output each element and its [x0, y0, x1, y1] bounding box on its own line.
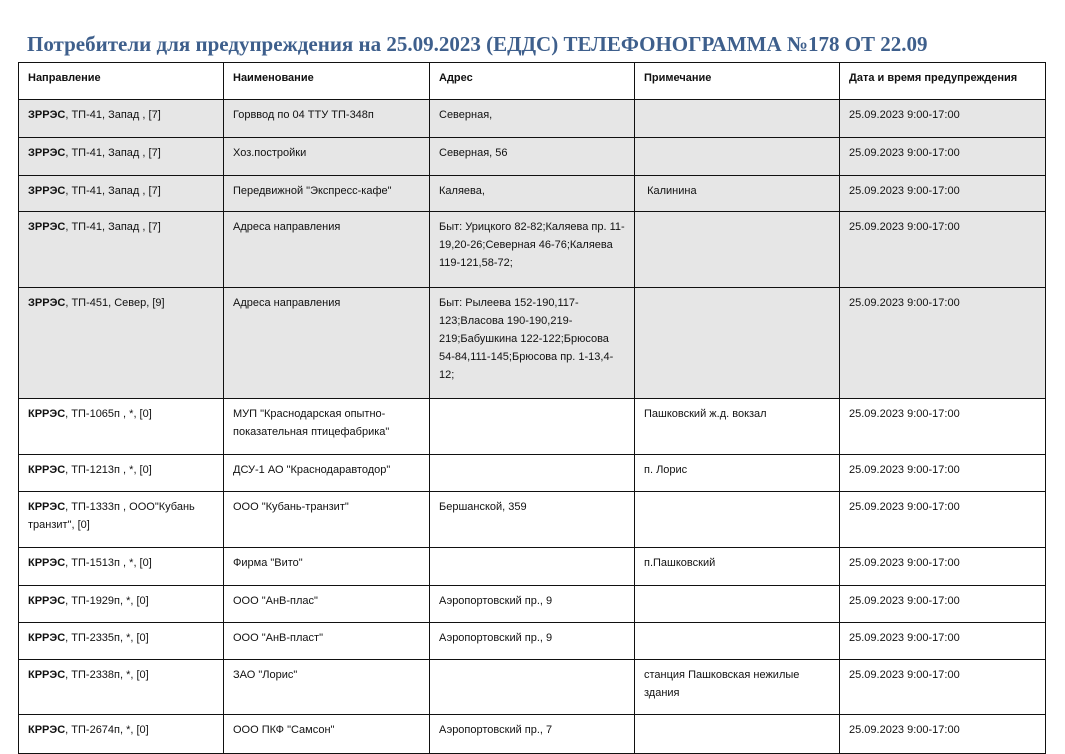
cell-address: Бершанской, 359: [430, 492, 635, 548]
cell-name: ЗАО "Лорис": [224, 660, 430, 715]
cell-dir: , ТП-1333п , ООО"Кубань транзит", [0]: [28, 501, 195, 531]
cell-address: Северная,: [430, 100, 635, 138]
header-address: Адрес: [430, 63, 635, 100]
cell-datetime: 25.09.2023 9:00-17:00: [840, 623, 1046, 660]
cell-address: [430, 660, 635, 715]
cell-direction: [19, 586, 224, 623]
cell-direction: [19, 492, 224, 548]
cell-datetime: 25.09.2023 9:00-17:00: [840, 586, 1046, 623]
consumers-table: [18, 62, 1046, 754]
cell-note: [635, 288, 840, 399]
table-row: [19, 586, 1046, 623]
cell-name: Хоз.постройки: [224, 138, 430, 176]
cell-dir: , ТП-41, Запад , [7]: [65, 147, 161, 159]
cell-address: [430, 399, 635, 455]
table-row: [19, 288, 1046, 399]
cell-direction: [19, 288, 224, 399]
cell-dir: , ТП-1513п , *, [0]: [65, 557, 152, 569]
cell-dir: , ТП-451, Север, [9]: [65, 297, 165, 309]
cell-datetime: 25.09.2023 9:00-17:00: [840, 455, 1046, 492]
header-name: Наименование: [224, 63, 430, 100]
cell-dir: , ТП-2335п, *, [0]: [65, 632, 149, 644]
cell-note: [635, 586, 840, 623]
header-datetime: Дата и время предупреждения: [840, 63, 1046, 100]
cell-org: ЗРРЭС: [28, 221, 66, 233]
cell-datetime: 25.09.2023 9:00-17:00: [840, 548, 1046, 586]
cell-note: [635, 715, 840, 754]
cell-address: Аэропортовский пр., 9: [430, 623, 635, 660]
cell-address: [430, 455, 635, 492]
cell-name: Адреса направления: [224, 288, 430, 399]
cell-name: ООО "Кубань-транзит": [224, 492, 430, 548]
cell-org: КРРЭС: [28, 408, 66, 420]
table-header: [19, 63, 1046, 100]
cell-name: МУП "Краснодарская опытно-показательная птицефабрика": [224, 399, 430, 455]
cell-direction: [19, 212, 224, 288]
cell-note: п. Лорис: [635, 455, 840, 492]
cell-name: Фирма "Вито": [224, 548, 430, 586]
cell-org: ЗРРЭС: [28, 297, 66, 309]
cell-address: [430, 548, 635, 586]
table-row: [19, 548, 1046, 586]
cell-name: ООО "АнВ-пласт": [224, 623, 430, 660]
cell-org: ЗРРЭС: [28, 185, 66, 197]
table-row: [19, 176, 1046, 212]
cell-org: КРРЭС: [28, 557, 66, 569]
cell-address: Быт: Рылеева 152-190,117-123;Власова 190-190,219-219;Бабушкина 122-122;Брюсова 54-84,111-145;Брюсова пр. 1-13,4-12;: [430, 288, 635, 399]
cell-datetime: 25.09.2023 9:00-17:00: [840, 715, 1046, 754]
cell-name: ООО ПКФ "Самсон": [224, 715, 430, 754]
table-row: [19, 660, 1046, 715]
cell-datetime: 25.09.2023 9:00-17:00: [840, 138, 1046, 176]
cell-direction: [19, 100, 224, 138]
cell-dir: , ТП-1213п , *, [0]: [65, 464, 152, 476]
cell-datetime: 25.09.2023 9:00-17:00: [840, 288, 1046, 399]
cell-note: п.Пашковский: [635, 548, 840, 586]
cell-dir: , ТП-41, Запад , [7]: [65, 221, 161, 233]
cell-name: Передвижной "Экспресс-кафе": [224, 176, 430, 212]
cell-note: станция Пашковская нежилые здания: [635, 660, 840, 715]
cell-direction: [19, 455, 224, 492]
cell-direction: [19, 138, 224, 176]
table-row: [19, 715, 1046, 754]
header-direction: Направление: [19, 63, 224, 100]
cell-datetime: 25.09.2023 9:00-17:00: [840, 212, 1046, 288]
cell-address: Аэропортовский пр., 7: [430, 715, 635, 754]
cell-address: Быт: Урицкого 82-82;Каляева пр. 11-19,20-26;Северная 46-76;Каляева 119-121,58-72;: [430, 212, 635, 288]
cell-address: Аэропортовский пр., 9: [430, 586, 635, 623]
cell-datetime: 25.09.2023 9:00-17:00: [840, 492, 1046, 548]
table-row: [19, 212, 1046, 288]
cell-address: Каляева,: [430, 176, 635, 212]
cell-dir: , ТП-1065п , *, [0]: [65, 408, 152, 420]
cell-name: ДСУ-1 АО "Краснодаравтодор": [224, 455, 430, 492]
cell-org: КРРЭС: [28, 501, 66, 513]
cell-direction: [19, 715, 224, 754]
table-row: [19, 399, 1046, 455]
cell-direction: [19, 176, 224, 212]
cell-org: ЗРРЭС: [28, 109, 66, 121]
cell-note: [635, 492, 840, 548]
cell-dir: , ТП-1929п, *, [0]: [65, 595, 149, 607]
cell-org: КРРЭС: [28, 632, 66, 644]
header-note: Примечание: [635, 63, 840, 100]
table-row: [19, 623, 1046, 660]
table-row: [19, 100, 1046, 138]
cell-org: КРРЭС: [28, 595, 66, 607]
cell-direction: [19, 660, 224, 715]
cell-dir: , ТП-41, Запад , [7]: [65, 109, 161, 121]
cell-org: КРРЭС: [28, 464, 66, 476]
cell-org: КРРЭС: [28, 669, 66, 681]
cell-note: [635, 138, 840, 176]
cell-note: [635, 623, 840, 660]
table-row: [19, 138, 1046, 176]
cell-dir: , ТП-41, Запад , [7]: [65, 185, 161, 197]
cell-note: Калинина: [635, 176, 840, 212]
cell-datetime: 25.09.2023 9:00-17:00: [840, 660, 1046, 715]
cell-name: Адреса направления: [224, 212, 430, 288]
cell-datetime: 25.09.2023 9:00-17:00: [840, 176, 1046, 212]
document-title: Потребители для предупреждения на 25.09.2023 (ЕДДС) ТЕЛЕФОНОГРАММА №178 ОТ 22.09: [27, 32, 928, 56]
cell-org: КРРЭС: [28, 724, 66, 736]
table-row: [19, 455, 1046, 492]
cell-direction: [19, 399, 224, 455]
cell-dir: , ТП-2338п, *, [0]: [65, 669, 149, 681]
cell-dir: , ТП-2674п, *, [0]: [65, 724, 149, 736]
cell-datetime: 25.09.2023 9:00-17:00: [840, 399, 1046, 455]
table-row: [19, 492, 1046, 548]
cell-address: Северная, 56: [430, 138, 635, 176]
cell-org: ЗРРЭС: [28, 147, 66, 159]
cell-name: ООО "АнВ-плас": [224, 586, 430, 623]
cell-note: [635, 212, 840, 288]
cell-direction: [19, 548, 224, 586]
cell-name: Горввод по 04 ТТУ ТП-348п: [224, 100, 430, 138]
cell-note: Пашковский ж.д. вокзал: [635, 399, 840, 455]
cell-direction: [19, 623, 224, 660]
cell-note: [635, 100, 840, 138]
cell-datetime: 25.09.2023 9:00-17:00: [840, 100, 1046, 138]
